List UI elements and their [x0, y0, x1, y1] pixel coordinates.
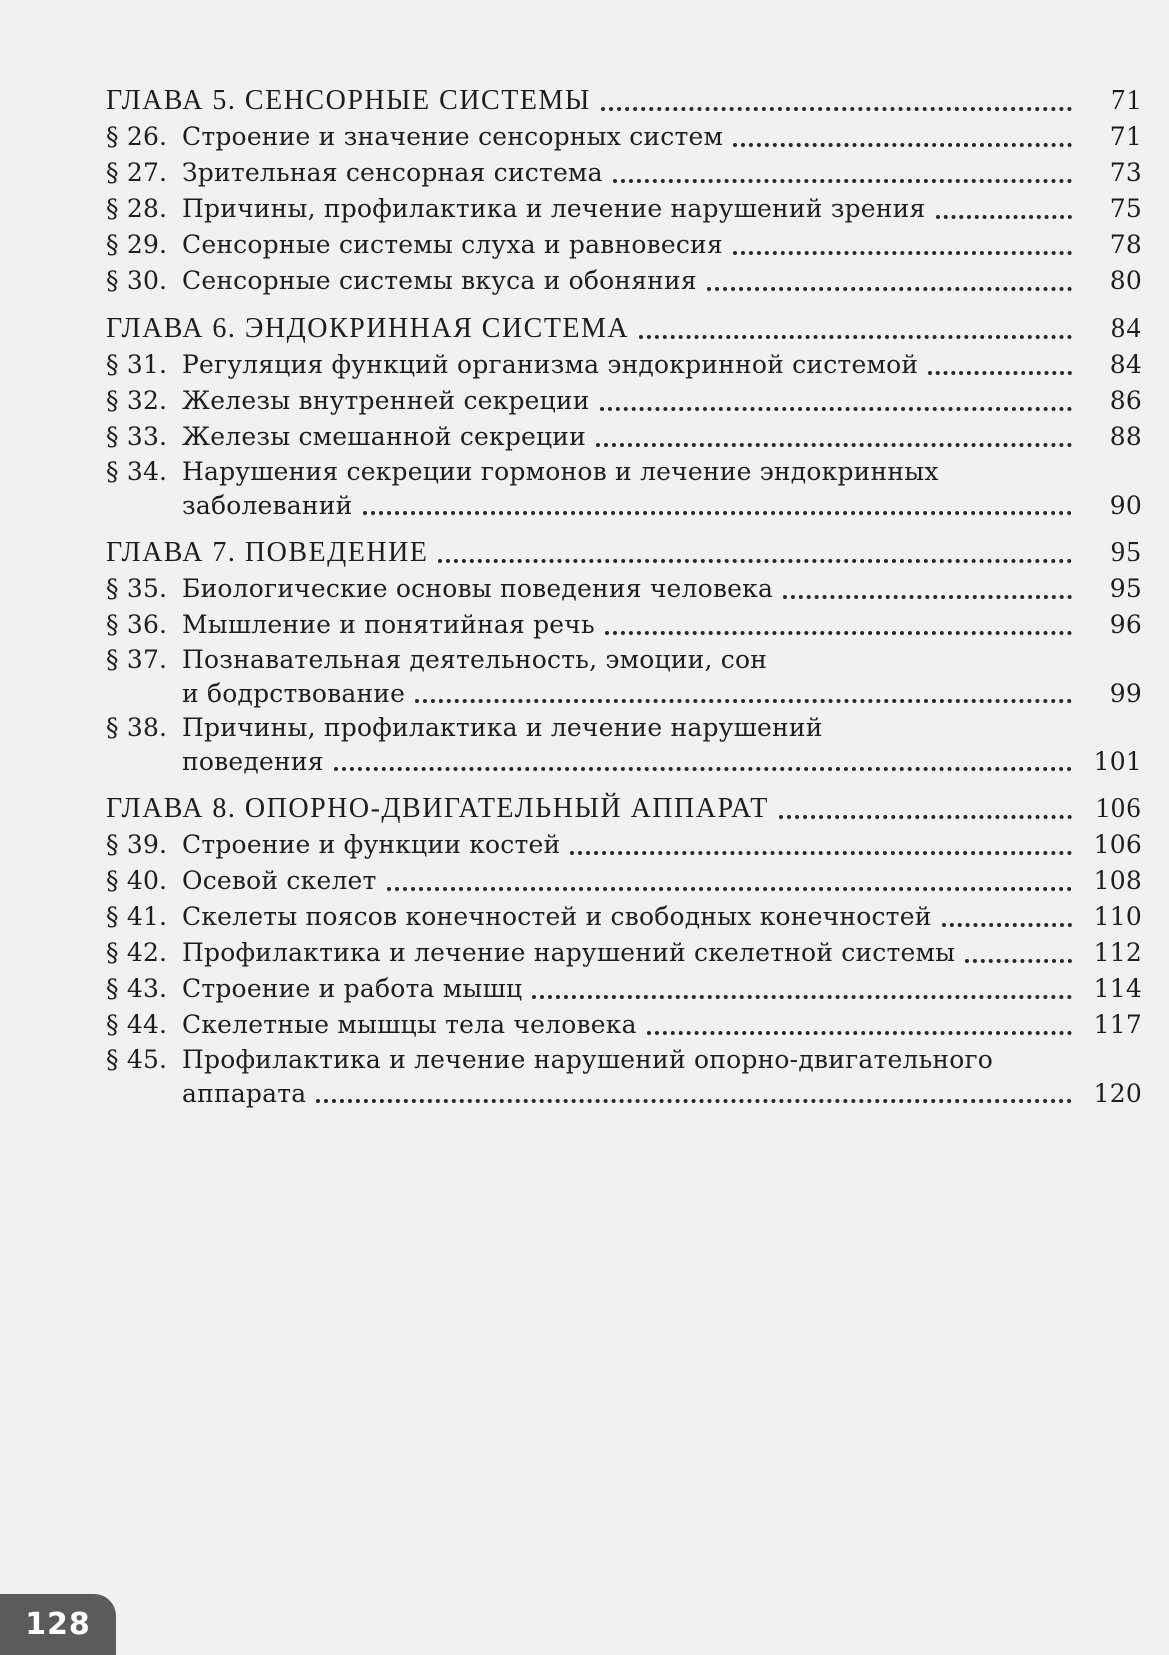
dot-leader [783, 583, 1072, 599]
toc-section-row [106, 155, 1142, 191]
section-title: Сенсорные системы вкуса и обоняния [182, 266, 697, 295]
section-title: Нарушения секреции гормонов и лечение эндокринных [182, 457, 939, 486]
section-number: § 40. [106, 866, 168, 895]
page-number: 88 [1109, 422, 1142, 451]
page-number: 80 [1109, 266, 1142, 295]
page-number: 95 [1111, 537, 1142, 568]
dot-leader [532, 983, 1072, 999]
section-title: Мышление и понятийная речь [182, 610, 595, 639]
dot-leader [733, 131, 1072, 147]
toc-section-row [106, 971, 1142, 1007]
page-number: 106 [1093, 830, 1142, 859]
dot-leader [928, 359, 1072, 375]
toc-section-row [106, 383, 1142, 419]
section-title: Строение и значение сенсорных систем [182, 122, 724, 151]
page-number: 106 [1095, 793, 1142, 824]
dot-leader [334, 755, 1072, 771]
page-number: 117 [1093, 1010, 1142, 1039]
section-title: Биологические основы поведения человека [182, 574, 774, 603]
section-number: § 34. [106, 457, 168, 486]
section-number: § 29. [106, 230, 168, 259]
dot-leader [639, 323, 1072, 339]
section-number: § 35. [106, 574, 168, 603]
section-title: Профилактика и лечение нарушений опорно-двигательного [182, 1045, 994, 1074]
section-title: Причины, профилактика и лечение нарушений зрения [182, 194, 926, 223]
page-number: 120 [1093, 1079, 1142, 1108]
dot-leader [605, 619, 1072, 635]
chapter-title: ГЛАВА 6. ЭНДОКРИННАЯ СИСТЕМА [106, 313, 630, 344]
page-number: 90 [1109, 491, 1142, 520]
section-number: § 33. [106, 422, 168, 451]
section-number: § 43. [106, 974, 168, 1003]
toc-section-row [106, 935, 1142, 971]
dot-leader [316, 1087, 1072, 1103]
dot-leader [779, 803, 1072, 819]
page-number: 110 [1093, 902, 1142, 931]
section-number: § 42. [106, 938, 168, 967]
toc-section-row [106, 455, 1142, 523]
section-number: § 27. [106, 158, 168, 187]
page-number: 108 [1093, 866, 1142, 895]
page-number: 101 [1093, 747, 1142, 776]
section-number: § 38. [106, 713, 168, 742]
toc-section-row [106, 1007, 1142, 1043]
dot-leader [601, 95, 1072, 111]
section-number: § 41. [106, 902, 168, 931]
page-number: 73 [1109, 158, 1142, 187]
section-number: § 32. [106, 386, 168, 415]
section-title-continued: и бодрствование [182, 679, 406, 708]
page-number: 84 [1111, 313, 1142, 344]
section-title: Скелеты поясов конечностей и свободных конечностей [182, 902, 932, 931]
section-title: Сенсорные системы слуха и равновесия [182, 230, 723, 259]
section-title: Строение и работа мышц [182, 974, 523, 1003]
section-number: § 36. [106, 610, 168, 639]
section-number: § 45. [106, 1045, 168, 1074]
dot-leader [936, 203, 1073, 219]
toc-section-row [106, 711, 1142, 779]
dot-leader [387, 875, 1072, 891]
toc-section-row [106, 863, 1142, 899]
toc-section-row [106, 119, 1142, 155]
toc-chapter-row [106, 535, 1142, 571]
dot-leader [415, 687, 1072, 703]
toc-section-row [106, 899, 1142, 935]
toc-section-row [106, 607, 1142, 643]
toc-section-row [106, 643, 1142, 711]
toc-chapter-row [106, 311, 1142, 347]
table-of-contents [106, 83, 1142, 1111]
chapter-title: ГЛАВА 7. ПОВЕДЕНИЕ [106, 537, 429, 568]
page-number: 84 [1109, 350, 1142, 379]
dot-leader [596, 431, 1072, 447]
page-number: 71 [1109, 122, 1142, 151]
section-title: Железы смешанной секреции [182, 422, 587, 451]
page-number: 114 [1093, 974, 1142, 1003]
section-number: § 31. [106, 350, 168, 379]
section-title: Зрительная сенсорная система [182, 158, 603, 187]
page-number: 75 [1109, 194, 1142, 223]
page-number: 95 [1109, 574, 1142, 603]
section-title: Регуляция функций организма эндокринной системой [182, 350, 919, 379]
section-title: Причины, профилактика и лечение нарушений [182, 713, 823, 742]
toc-chapter-row [106, 791, 1142, 827]
toc-section-row [106, 227, 1142, 263]
dot-leader [613, 167, 1072, 183]
dot-leader [438, 547, 1072, 563]
toc-section-row [106, 191, 1142, 227]
section-title: Скелетные мышцы тела человека [182, 1010, 637, 1039]
toc-section-row [106, 571, 1142, 607]
toc-section-row [106, 1043, 1142, 1111]
page-number: 78 [1109, 230, 1142, 259]
section-title: Строение и функции костей [182, 830, 561, 859]
section-title: Познавательная деятельность, эмоции, сон [182, 645, 768, 674]
page-number: 86 [1109, 386, 1142, 415]
section-number: § 44. [106, 1010, 168, 1039]
section-number: § 39. [106, 830, 168, 859]
dot-leader [647, 1019, 1072, 1035]
section-number: § 37. [106, 645, 168, 674]
dot-leader [600, 395, 1072, 411]
page-number: 71 [1111, 85, 1142, 116]
section-title-continued: аппарата [182, 1079, 307, 1108]
section-title: Профилактика и лечение нарушений скелетной системы [182, 938, 956, 967]
section-title-continued: заболеваний [182, 491, 353, 520]
toc-section-row [106, 419, 1142, 455]
section-number: § 26. [106, 122, 168, 151]
toc-section-row [106, 263, 1142, 299]
chapter-title: ГЛАВА 8. ОПОРНО-ДВИГАТЕЛЬНЫЙ АППАРАТ [106, 793, 769, 824]
dot-leader [570, 839, 1072, 855]
page-number: 112 [1093, 938, 1142, 967]
dot-leader [363, 499, 1073, 515]
section-title-continued: поведения [182, 747, 324, 776]
dot-leader [733, 239, 1072, 255]
page-number-badge: 128 [0, 1594, 116, 1655]
dot-leader [942, 911, 1072, 927]
dot-leader [707, 275, 1072, 291]
section-number: § 28. [106, 194, 168, 223]
dot-leader [965, 947, 1072, 963]
page-number: 96 [1109, 610, 1142, 639]
section-title: Осевой скелет [182, 866, 377, 895]
section-title: Железы внутренней секреции [182, 386, 590, 415]
toc-chapter-row [106, 83, 1142, 119]
section-number: § 30. [106, 266, 168, 295]
chapter-title: ГЛАВА 5. СЕНСОРНЫЕ СИСТЕМЫ [106, 85, 591, 116]
page-number: 99 [1109, 679, 1142, 708]
toc-section-row [106, 347, 1142, 383]
toc-section-row [106, 827, 1142, 863]
